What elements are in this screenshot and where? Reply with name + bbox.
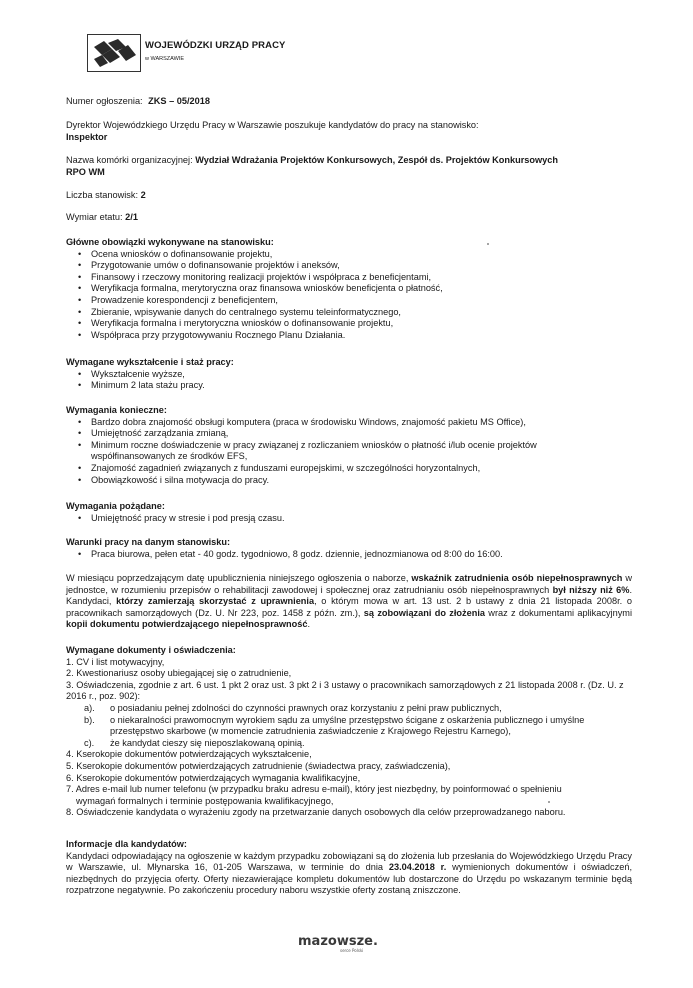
list-item: 4. Kserokopie dokumentów potwierdzających wykształcenie, xyxy=(66,749,312,760)
education-heading: Wymagane wykształcenie i staż pracy: xyxy=(66,357,234,367)
org-subtitle: w WARSZAWIE xyxy=(145,56,185,62)
list-item: • Prowadzenie korespondencji z beneficjentem, xyxy=(66,295,632,307)
list-item: • Przygotowanie umów o dofinansowanie projektów i aneksów, xyxy=(66,260,632,272)
conditions-list xyxy=(66,549,632,561)
positions-count-value: 2 xyxy=(140,190,146,200)
info-text: Kandydaci odpowiadający na ogłoszenie w każdym przypadku zobowiązani są do złożenia lub przesłania do Wojewódzkiego Urzędu Pracy w Warszawie, ul. Młynarska 16, 01-205 Warszawa, w terminie do dnia xyxy=(66,850,632,873)
info-heading: Informacje dla kandydatów: xyxy=(66,839,187,849)
info-text: wymienionych dokumentów i oświadczeń, niezbędnych do przyjęcia oferty. Oferty niezawierające kompletu dokumentów lub dostarczone do Urzędu po wskazanym terminie będą rozpatrzone negatywnie. Po zakończeniu procedury naboru wszystkie oferty zostaną zniszczone. xyxy=(66,862,632,896)
unit-value-cont: RPO WM xyxy=(66,166,105,177)
list-item: 2. Kwestionariusz osoby ubiegającej się o zatrudnienie, xyxy=(66,668,292,679)
position-title: Inspektor xyxy=(66,131,108,142)
education-section xyxy=(66,357,632,392)
list-item-text: o niekaralności prawomocnym wyrokiem sądu za umyślne przestępstwo ścigane z oskarżenia publicznego i umyślne przestępstwo skarbowe (w momencie zatrudnienia zaświadczenie z Krajowego Rejestru Karnego), xyxy=(110,714,585,737)
list-item: 1. CV i list motywacyjny, xyxy=(66,656,165,667)
list-item: 5. Kserokopie dokumentów potwierdzających zatrudnienie (świadectwa pracy, zaświadczenia), xyxy=(66,760,451,771)
documents-heading: Wymagane dokumenty i oświadczenia: xyxy=(66,645,236,655)
list-marker: b). xyxy=(84,714,95,725)
list-item-continuation: wymagań formalnych i terminie postępowania kwalifikacyjnego, xyxy=(76,795,334,806)
disability-text: wraz z dokumentami aplikacyjnymi xyxy=(485,607,632,618)
list-item xyxy=(66,715,632,738)
list-item: • Współpraca przy przygotowywaniu Rocznego Planu Działania. xyxy=(66,330,632,342)
scan-speck xyxy=(548,801,550,803)
positions-count-label: Liczba stanowisk: xyxy=(66,190,139,200)
list-item-text: o posiadaniu pełnej zdolności do czynności prawnych oraz korzystaniu z pełni praw publicznych, xyxy=(110,702,502,713)
disability-emphasis: był niższy niż 6% xyxy=(552,584,630,595)
desired-section xyxy=(66,501,632,524)
required-section xyxy=(66,405,632,486)
org-logo-mark xyxy=(87,34,141,72)
mazowsze-wordmark: mazowsze. xyxy=(298,934,378,949)
disability-text: . Kandydaci, xyxy=(66,584,632,607)
required-list xyxy=(66,417,632,487)
duties-heading: Główne obowiązki wykonywane na stanowisku: xyxy=(66,237,274,247)
documents-section xyxy=(66,645,632,819)
intro-block xyxy=(66,120,632,143)
disability-emphasis: którzy zamierzają skorzystać z uprawnienia xyxy=(116,596,315,607)
conditions-section xyxy=(66,537,632,560)
duties-section xyxy=(66,237,632,341)
unit-label: Nazwa komórki organizacyjnej: xyxy=(66,155,193,165)
unit-value: Wydział Wdrażania Projektów Konkursowych, Zespół ds. Projektów Konkursowych xyxy=(195,155,559,165)
scan-speck xyxy=(487,243,489,245)
list-item: • Finansowy i rzeczowy monitoring realizacji projektów i współpraca z beneficjentami, xyxy=(66,272,632,284)
desired-list xyxy=(66,513,632,525)
desired-heading: Wymagania pożądane: xyxy=(66,501,165,511)
org-logo xyxy=(87,34,307,74)
list-item: • Obowiązkowość i silna motywacja do pracy. xyxy=(66,475,632,487)
list-item: • Minimum roczne doświadczenie w pracy związanej z rozliczaniem wniosków o płatność i/lub ocenie projektów współfinansowanych ze środków EFS, xyxy=(66,440,632,463)
reference-label: Numer ogłoszenia: xyxy=(66,96,143,106)
education-list xyxy=(66,369,632,392)
list-marker: a). xyxy=(84,702,95,713)
list-item: • Weryfikacja formalna, merytoryczna oraz finansowa wniosków beneficjenta o płatność, xyxy=(66,283,632,295)
disability-text: . xyxy=(307,619,311,630)
fte-value: 2/1 xyxy=(125,212,138,222)
info-deadline: 23.04.2018 r. xyxy=(388,862,447,873)
duties-list xyxy=(66,249,632,342)
mazowsze-logo xyxy=(296,931,396,955)
fte-label: Wymiar etatu: xyxy=(66,212,123,222)
disability-text: W miesiącu poprzedzającym datę upublicznienia niniejszego ogłoszenia o naborze, xyxy=(66,573,412,583)
disability-emphasis: kopii dokumentu potwierdzającego niepełnosprawność xyxy=(66,619,308,630)
list-item xyxy=(66,703,632,715)
disability-notice xyxy=(66,573,632,631)
list-item: • Wykształcenie wyższe, xyxy=(66,369,632,381)
intro-text: Dyrektor Wojewódzkiego Urzędu Pracy w Warszawie poszukuje kandydatów do pracy na stanowisko: xyxy=(66,120,479,130)
positions-count xyxy=(66,190,632,202)
disability-text: w jednostce, w rozumieniu przepisów o rehabilitacji zawodowej i społecznej oraz zatrudnianiu osób niepełnosprawnych xyxy=(66,573,633,595)
list-item: 6. Kserokopie dokumentów potwierdzających wymagania kwalifikacyjne, xyxy=(66,772,361,783)
list-item: • Weryfikacja formalna i merytoryczna wniosków o dofinansowanie projektu, xyxy=(66,318,632,330)
org-name: WOJEWÓDZKI URZĄD PRACY xyxy=(145,40,286,51)
list-item: 3. Oświadczenia, zgodnie z art. 6 ust. 1 pkt 2 oraz ust. 3 pkt 2 i 3 ustawy o pracownikach samorządowych z 21 listopada 2008 r. (Dz. U. z 2016 r., poz. 902): xyxy=(66,679,624,702)
fte xyxy=(66,212,632,224)
list-item: • Zbieranie, wpisywanie danych do centralnego systemu teleinformatycznego, xyxy=(66,307,632,319)
list-item: • Umiejętność zarządzania zmianą, xyxy=(66,428,632,440)
list-item: 7. Adres e-mail lub numer telefonu (w przypadku braku adresu e-mail), który jest niezbędny, by poinformować o spełnieniu xyxy=(66,784,562,795)
disability-emphasis: są zobowiązani do złożenia xyxy=(363,607,485,618)
required-heading: Wymagania konieczne: xyxy=(66,405,167,415)
list-item-text: że kandydat cieszy się nieposzlakowaną opinią. xyxy=(110,737,305,748)
list-item: • Ocena wniosków o dofinansowanie projektu, xyxy=(66,249,632,261)
unit-block xyxy=(66,155,632,178)
list-item: • Bardzo dobra znajomość obsługi komputera (praca w środowisku Windows, znajomość pakietu MS Office), xyxy=(66,417,632,429)
disability-emphasis: wskaźnik zatrudnienia osób niepełnosprawnych xyxy=(411,573,623,583)
reference-number xyxy=(66,96,632,108)
list-item xyxy=(66,738,632,750)
conditions-heading: Warunki pracy na danym stanowisku: xyxy=(66,537,231,547)
list-item: • Praca biurowa, pełen etat - 40 godz. tygodniowo, 8 godz. dziennie, jednozmianowa od 8:00 do 16:00. xyxy=(66,549,632,561)
list-item: • Znajomość zagadnień związanych z funduszami europejskimi, w szczególności horyzontalnych, xyxy=(66,463,632,475)
reference-value: ZKS – 05/2018 xyxy=(148,96,210,106)
list-item: 8. Oświadczenie kandydata o wyrażeniu zgody na przetwarzanie danych osobowych dla celów przeprowadzanego naboru. xyxy=(66,807,566,818)
list-marker: c). xyxy=(84,737,95,748)
list-item: • Minimum 2 lata stażu pracy. xyxy=(66,380,632,392)
info-section xyxy=(66,839,632,897)
list-item: • Umiejętność pracy w stresie i pod presją czasu. xyxy=(66,513,632,525)
disability-text: , o którym mowa w art. 13 ust. 2 b ustawy z dnia 21 listopada 2008r. o pracownikach samorządowych (Dz. U. Nr 223, poz. 1458 z późn. zm.), xyxy=(66,596,632,618)
mazowsze-tagline: serce Polski xyxy=(340,948,364,953)
